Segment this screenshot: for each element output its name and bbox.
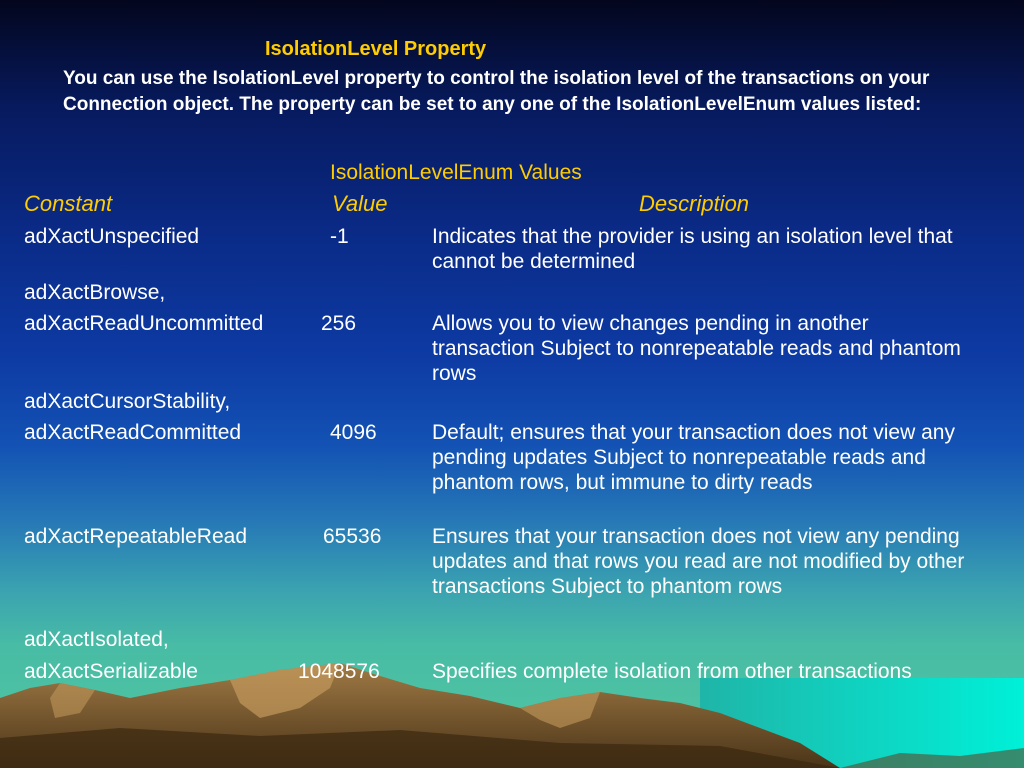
slide-title: IsolationLevel Property (265, 38, 487, 60)
column-header-description: Description (639, 191, 750, 216)
table-row-constant: adXactRepeatableRead (24, 525, 248, 548)
table-row-value: 4096 (330, 421, 377, 444)
table-row-constant: adXactIsolated, (24, 628, 169, 651)
table-row-value: 256 (321, 312, 357, 335)
table-row-description: Allows you to view changes pending in another transaction Subject to nonrepeatable reads and phantom rows (432, 312, 961, 385)
table-row-constant: adXactReadUncommitted (24, 312, 264, 335)
table-title: IsolationLevelEnum Values (330, 161, 582, 184)
table-row-description: Ensures that your transaction does not view any pending updates and that rows you read are not modified by other transactions Subject to phantom rows (432, 525, 965, 598)
table-row-constant: adXactCursorStability, (24, 390, 231, 413)
table-row-constant: adXactReadCommitted (24, 421, 242, 444)
intro-paragraph: You can use the IsolationLevel property to control the isolation level of the transactions on your Connection object. The property can be set to any one of the IsolationLevelEnum values listed: (63, 68, 930, 115)
table-row-value: 65536 (323, 525, 382, 548)
table-row-description: Specifies complete isolation from other transactions (432, 660, 912, 683)
table-row-value: 1048576 (298, 660, 380, 683)
table-row-constant: adXactUnspecified (24, 225, 200, 248)
table-row-description: Default; ensures that your transaction does not view any pending updates Subject to nonrepeatable reads and phantom rows, but immune to dirty reads (432, 421, 955, 494)
column-header-value: Value (332, 191, 388, 216)
table-row-constant: adXactSerializable (24, 660, 198, 683)
table-row-description: Indicates that the provider is using an isolation level that cannot be determined (432, 225, 953, 273)
table-row-value: -1 (330, 225, 349, 248)
column-header-constant: Constant (24, 191, 113, 216)
table-row-constant: adXactBrowse, (24, 281, 166, 304)
